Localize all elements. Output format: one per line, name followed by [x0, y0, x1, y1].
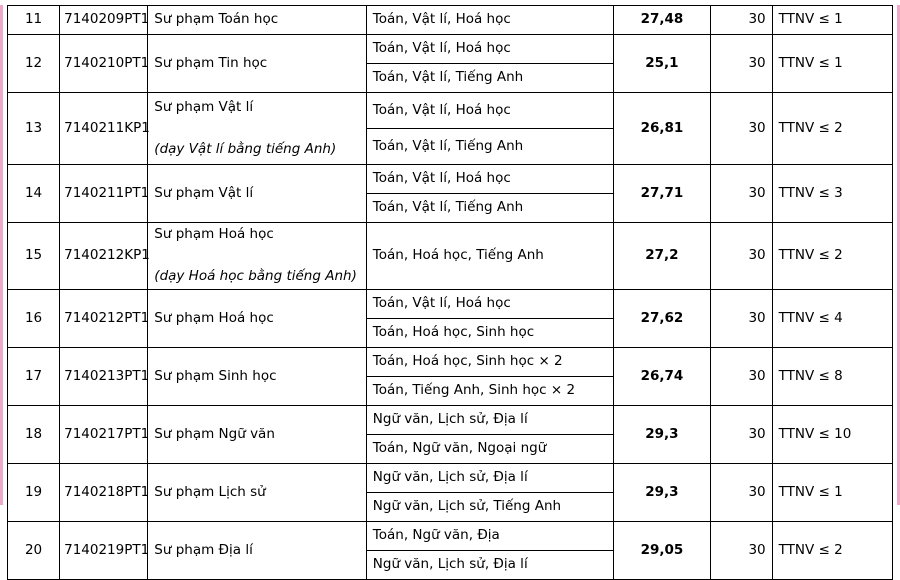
table-row [8, 35, 893, 64]
cell-name: Sư phạm Hoá học [148, 290, 366, 348]
cell-combination: Toán, Vật lí, Tiếng Anh [366, 129, 614, 165]
cell-score: 26,81 [614, 93, 710, 165]
cell-code: 7140212PT1 [60, 290, 148, 348]
cell-note: TTNV ≤ 2 [772, 93, 892, 165]
cell-stt: 16 [8, 290, 60, 348]
cell-name-line-note: (dạy Hoá học bằng tiếng Anh) [154, 268, 357, 285]
cell-combination: Ngữ văn, Lịch sử, Địa lí [366, 464, 614, 493]
cell-stt: 14 [8, 165, 60, 223]
cell-name-line-note: (dạy Vật lí bằng tiếng Anh) [154, 140, 337, 157]
table-row [8, 348, 893, 377]
table-row [8, 223, 893, 290]
table-row [8, 406, 893, 435]
cell-quota: 30 [710, 522, 772, 580]
cell-combination: Ngữ văn, Lịch sử, Tiếng Anh [366, 493, 614, 522]
cell-quota: 30 [710, 223, 772, 290]
cell-note: TTNV ≤ 1 [772, 464, 892, 522]
document-page [0, 5, 900, 573]
cell-combination: Toán, Vật lí, Tiếng Anh [366, 64, 614, 93]
table-row [8, 464, 893, 493]
cell-code: 7140210PT1 [60, 35, 148, 93]
cell-quota: 30 [710, 348, 772, 406]
cell-note: TTNV ≤ 3 [772, 165, 892, 223]
cell-code: 7140218PT1 [60, 464, 148, 522]
cell-note: TTNV ≤ 1 [772, 6, 892, 35]
cell-quota: 30 [710, 93, 772, 165]
cell-stt: 17 [8, 348, 60, 406]
cell-code: 7140219PT1 [60, 522, 148, 580]
cell-code: 7140211KP1 [60, 93, 148, 165]
cell-score: 29,05 [614, 522, 710, 580]
table-row [8, 93, 893, 129]
cell-combination: Ngữ văn, Lịch sử, Địa lí [366, 551, 614, 580]
cell-quota: 30 [710, 464, 772, 522]
cell-combination: Toán, Hoá học, Sinh học × 2 [366, 348, 614, 377]
cell-score: 27,48 [614, 6, 710, 35]
cell-score: 29,3 [614, 464, 710, 522]
cell-score: 27,2 [614, 223, 710, 290]
cell-name: Sư phạm Địa lí [148, 522, 366, 580]
cell-note: TTNV ≤ 1 [772, 35, 892, 93]
cell-quota: 30 [710, 6, 772, 35]
cell-stt: 11 [8, 6, 60, 35]
cell-combination: Toán, Hoá học, Sinh học [366, 319, 614, 348]
cell-combination: Toán, Vật lí, Hoá học [366, 93, 614, 129]
cell-quota: 30 [710, 165, 772, 223]
cell-name [148, 223, 366, 290]
cell-combination: Toán, Vật lí, Hoá học [366, 290, 614, 319]
cell-note: TTNV ≤ 10 [772, 406, 892, 464]
cell-combination: Toán, Ngữ văn, Địa [366, 522, 614, 551]
cell-score: 25,1 [614, 35, 710, 93]
cell-stt: 18 [8, 406, 60, 464]
cell-name [148, 93, 366, 165]
cell-name: Sư phạm Lịch sử [148, 464, 366, 522]
table-row [8, 522, 893, 551]
table-row [8, 290, 893, 319]
cell-code: 7140213PT1 [60, 348, 148, 406]
table-row [8, 6, 893, 35]
cell-code: 7140217PT1 [60, 406, 148, 464]
cell-combination: Toán, Vật lí, Hoá học [366, 35, 614, 64]
cell-quota: 30 [710, 406, 772, 464]
cell-stt: 13 [8, 93, 60, 165]
cell-combination: Toán, Hoá học, Tiếng Anh [366, 223, 614, 290]
cell-score: 27,62 [614, 290, 710, 348]
cell-name: Sư phạm Tin học [148, 35, 366, 93]
cell-note: TTNV ≤ 2 [772, 223, 892, 290]
cell-combination: Toán, Vật lí, Hoá học [366, 6, 614, 35]
table-row [8, 165, 893, 194]
cell-combination: Toán, Ngữ văn, Ngoại ngữ [366, 435, 614, 464]
cell-name: Sư phạm Toán học [148, 6, 366, 35]
cell-name: Sư phạm Vật lí [148, 165, 366, 223]
cell-note: TTNV ≤ 2 [772, 522, 892, 580]
cell-note: TTNV ≤ 4 [772, 290, 892, 348]
cell-combination: Toán, Tiếng Anh, Sinh học × 2 [366, 377, 614, 406]
cell-stt: 19 [8, 464, 60, 522]
cell-quota: 30 [710, 35, 772, 93]
cell-combination: Toán, Vật lí, Hoá học [366, 165, 614, 194]
cell-score: 27,71 [614, 165, 710, 223]
cell-code: 7140211PT1 [60, 165, 148, 223]
cell-stt: 15 [8, 223, 60, 290]
cell-score: 26,74 [614, 348, 710, 406]
cell-code: 7140209PT1 [60, 6, 148, 35]
cell-name: Sư phạm Sinh học [148, 348, 366, 406]
cell-code: 7140212KP1 [60, 223, 148, 290]
cell-quota: 30 [710, 290, 772, 348]
cell-stt: 12 [8, 35, 60, 93]
cell-name-line: Sư phạm Vật lí [154, 98, 254, 115]
cell-name: Sư phạm Ngữ văn [148, 406, 366, 464]
cell-combination: Toán, Vật lí, Tiếng Anh [366, 194, 614, 223]
cell-combination: Ngữ văn, Lịch sử, Địa lí [366, 406, 614, 435]
cell-score: 29,3 [614, 406, 710, 464]
cell-note: TTNV ≤ 8 [772, 348, 892, 406]
admissions-table [7, 5, 893, 580]
cell-stt: 20 [8, 522, 60, 580]
cell-name-line: Sư phạm Hoá học [154, 226, 274, 242]
